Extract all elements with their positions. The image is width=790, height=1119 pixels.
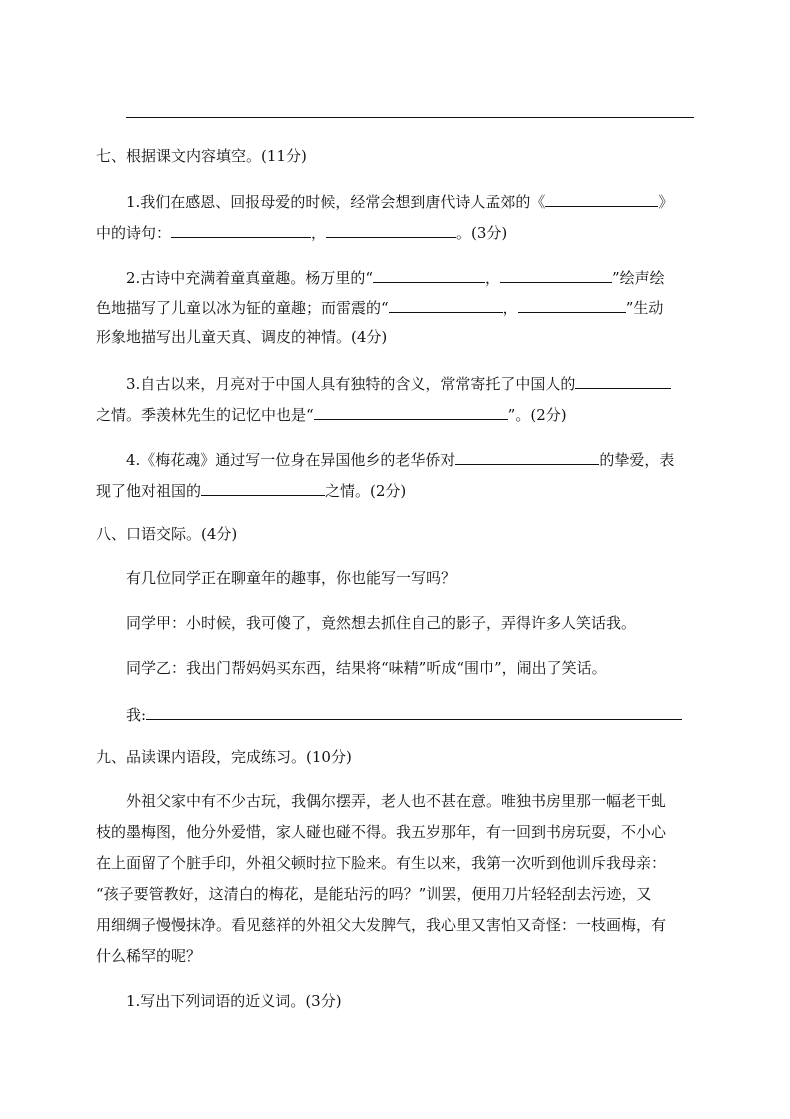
blank[interactable] (455, 448, 599, 465)
passage-line: 什么稀罕的呢？ (96, 947, 202, 965)
blank[interactable] (373, 266, 485, 283)
question-7-4-cont: 现了他对祖国的 之情。(2分) (96, 479, 406, 501)
answer-line-top (126, 117, 694, 118)
blank[interactable] (326, 221, 456, 238)
my-answer: 我: (126, 703, 682, 725)
section-8-title: 八、口语交际。(4分) (96, 525, 238, 543)
section-8-intro: 有几位同学正在聊童年的趣事，你也能写一写吗？ (126, 569, 457, 587)
question-7-1: 1.我们在感恩、回报母爱的时候，经常会想到唐代诗人孟郊的《 》 (126, 190, 673, 212)
blank[interactable] (314, 403, 508, 420)
passage-line: 枝的墨梅图，他分外爱惜，家人碰也碰不得。我五岁那年，有一回到书房玩耍，不小心 (96, 823, 667, 841)
blank[interactable] (575, 372, 671, 389)
question-7-4: 4.《梅花魂》通过写一位身在异国他乡的老华侨对 的挚爱，表 (126, 448, 674, 470)
question-9-1: 1.写出下列词语的近义词。(3分) (126, 992, 342, 1010)
answer-blank[interactable] (146, 703, 682, 720)
question-7-2-cont: 色地描写了儿童以冰为钲的童趣；而雷震的“ ， ”生动 (96, 296, 663, 318)
question-7-2: 2.古诗中充满着童真童趣。杨万里的“ ， ”绘声绘 (126, 266, 665, 288)
question-7-3: 3.自古以来，月亮对于中国人具有独特的含义，常常寄托了中国人的 (126, 372, 671, 394)
section-7-title: 七、根据课文内容填空。(11分) (96, 147, 307, 165)
blank[interactable] (518, 296, 626, 313)
section-9-title: 九、品读课内语段，完成练习。(10分) (96, 748, 352, 766)
blank[interactable] (201, 479, 325, 496)
passage-line: “孩子要管教好，这清白的梅花，是能玷污的吗？”训罢，便用刀片轻轻刮去污迹，又 (96, 885, 652, 903)
passage-line: 外祖父家中有不少古玩，我偶尔摆弄，老人也不甚在意。唯独书房里那一幅老干虬 (126, 792, 667, 810)
classmate-b: 同学乙：我出门帮妈妈买东西，结果将“味精”听成“围巾”，闹出了笑话。 (126, 659, 607, 677)
blank[interactable] (171, 221, 311, 238)
classmate-a: 同学甲：小时候，我可傻了，竟然想去抓住自己的影子，弄得许多人笑话我。 (126, 614, 637, 632)
question-7-1-cont: 中的诗句： ， 。(3分) (96, 221, 507, 243)
blank[interactable] (500, 266, 612, 283)
question-7-2-cont2: 形象地描写出儿童天真、调皮的神情。(4分) (96, 328, 388, 346)
passage-line: 在上面留了个脏手印，外祖父顿时拉下脸来。有生以来，我第一次听到他训斥我母亲： (96, 854, 667, 872)
passage-line: 用细绸子慢慢抹净。看见慈祥的外祖父大发脾气，我心里又害怕又奇怪：一枝画梅，有 (96, 916, 667, 934)
blank[interactable] (389, 296, 503, 313)
blank[interactable] (545, 190, 658, 207)
question-7-3-cont: 之情。季羡林先生的记忆中也是“ ”。(2分) (96, 403, 567, 425)
